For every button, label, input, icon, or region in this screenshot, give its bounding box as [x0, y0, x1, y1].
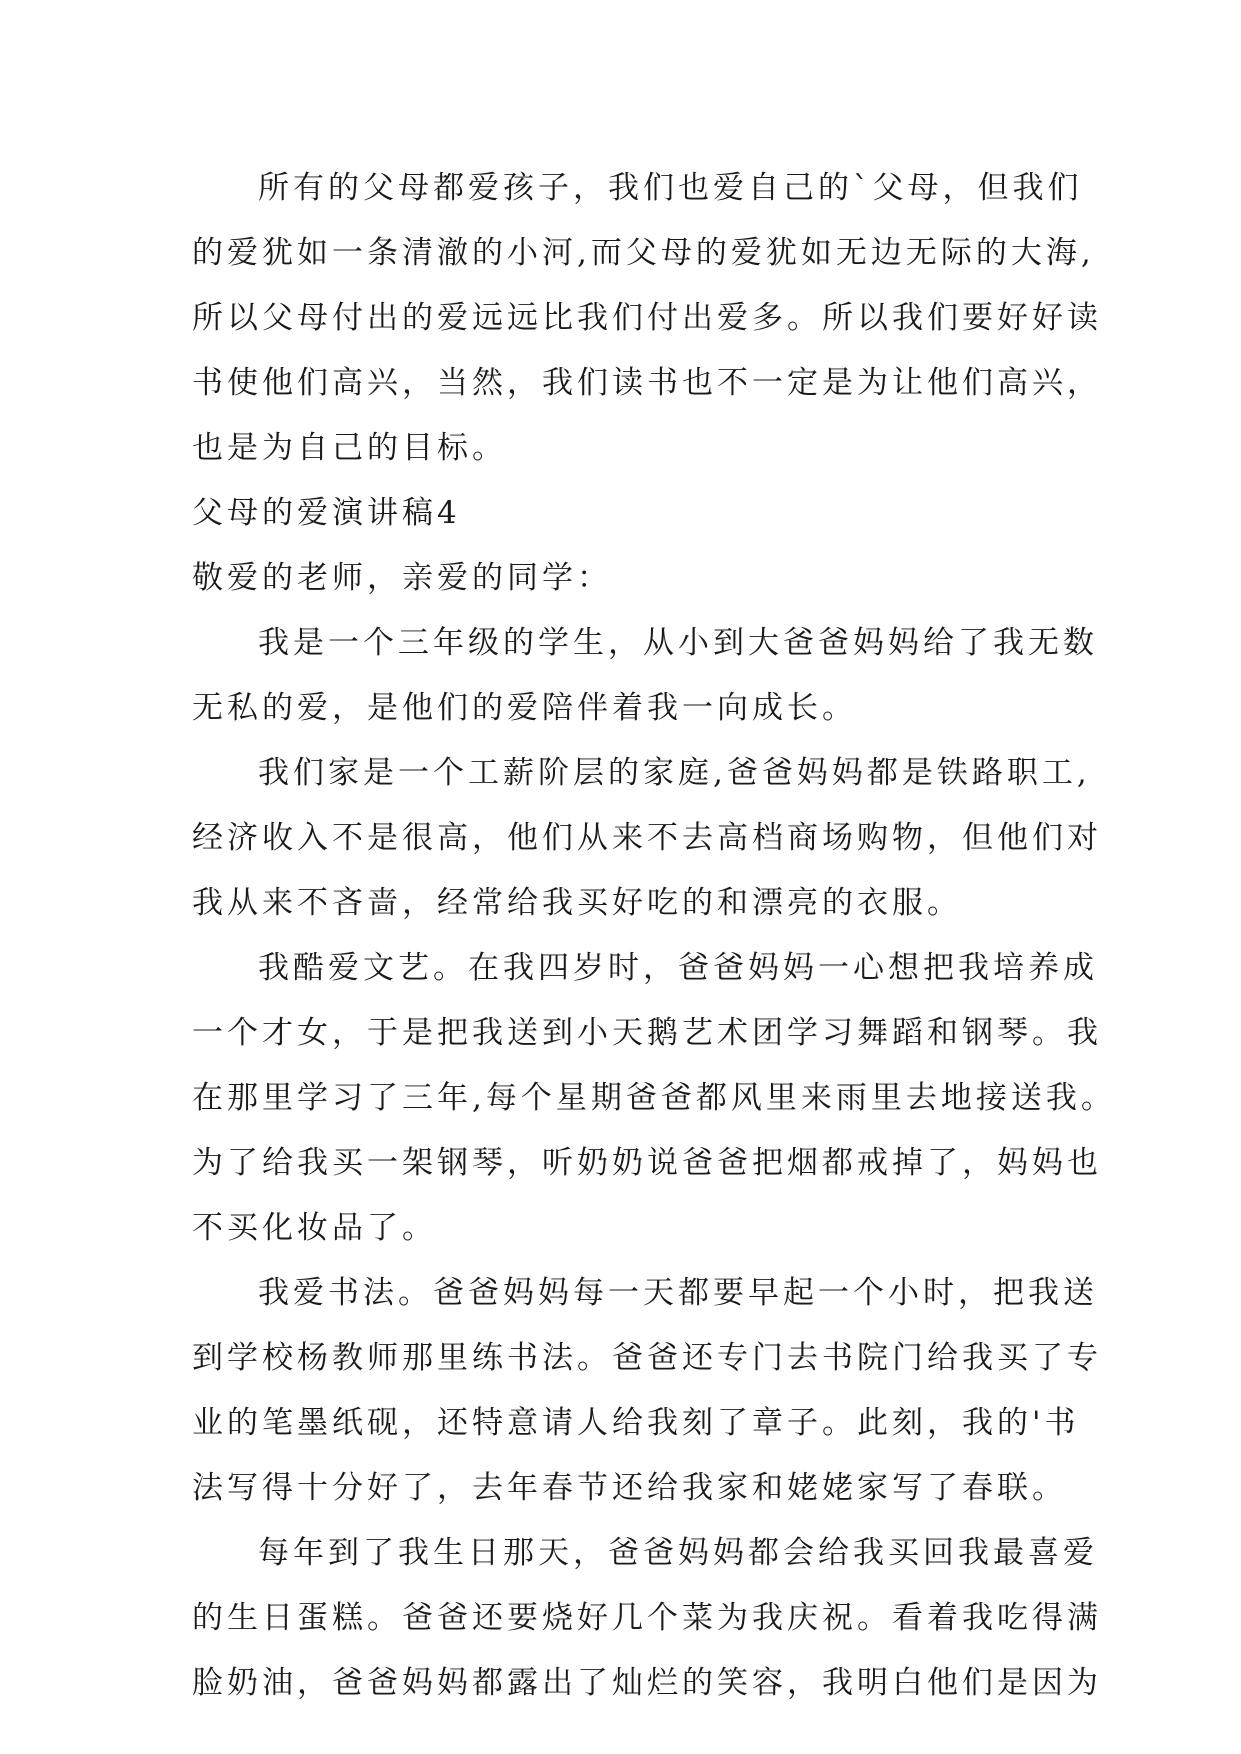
text-line: 一个才女，于是把我送到小天鹅艺术团学习舞蹈和钢琴。我	[192, 1015, 1102, 1051]
salutation: 敬爱的老师，亲爱的同学：	[192, 560, 612, 596]
text-line: 所以父母付出的爱远远比我们付出爱多。所以我们要好好读	[192, 300, 1102, 336]
text-line: 我爱书法。爸爸妈妈每一天都要早起一个小时，把我送	[258, 1275, 1098, 1311]
text-line: 每年到了我生日那天，爸爸妈妈都会给我买回我最喜爱	[258, 1535, 1098, 1571]
text-line: 无私的爱，是他们的爱陪伴着我一向成长。	[192, 690, 857, 726]
text-line: 法写得十分好了，去年春节还给我家和姥姥家写了春联。	[192, 1470, 1067, 1506]
text-line: 到学校杨教师那里练书法。爸爸还专门去书院门给我买了专	[192, 1340, 1102, 1376]
text-line: 业的笔墨纸砚，还特意请人给我刻了章子。此刻，我的'书	[192, 1405, 1080, 1441]
text-line: 为了给我买一架钢琴，听奶奶说爸爸把烟都戒掉了，妈妈也	[192, 1145, 1102, 1181]
text-line: 的爱犹如一条清澈的小河,而父母的爱犹如无边无际的大海,	[192, 235, 1095, 271]
text-line: 在那里学习了三年,每个星期爸爸都风里来雨里去地接送我。	[192, 1080, 1116, 1116]
text-line: 书使他们高兴，当然，我们读书也不一定是为让他们高兴，	[192, 365, 1102, 401]
text-line: 我酷爱文艺。在我四岁时，爸爸妈妈一心想把我培养成	[258, 950, 1098, 986]
text-line: 脸奶油，爸爸妈妈都露出了灿烂的笑容，我明白他们是因为	[192, 1665, 1102, 1701]
text-line: 我从来不吝啬，经常给我买好吃的和漂亮的衣服。	[192, 885, 962, 921]
section-heading: 父母的爱演讲稿4	[192, 495, 461, 531]
text-line: 的生日蛋糕。爸爸还要烧好几个菜为我庆祝。看着我吃得满	[192, 1600, 1102, 1636]
text-line: 我们家是一个工薪阶层的家庭,爸爸妈妈都是铁路职工,	[258, 755, 1091, 791]
text-line: 我是一个三年级的学生，从小到大爸爸妈妈给了我无数	[258, 625, 1098, 661]
text-line: 不买化妆品了。	[192, 1210, 437, 1246]
text-line: 所有的父母都爱孩子，我们也爱自己的`父母，但我们	[258, 170, 1083, 206]
text-line: 也是为自己的目标。	[192, 430, 507, 466]
document-body	[192, 156, 1116, 1716]
text-line: 经济收入不是很高，他们从来不去高档商场购物，但他们对	[192, 820, 1102, 856]
